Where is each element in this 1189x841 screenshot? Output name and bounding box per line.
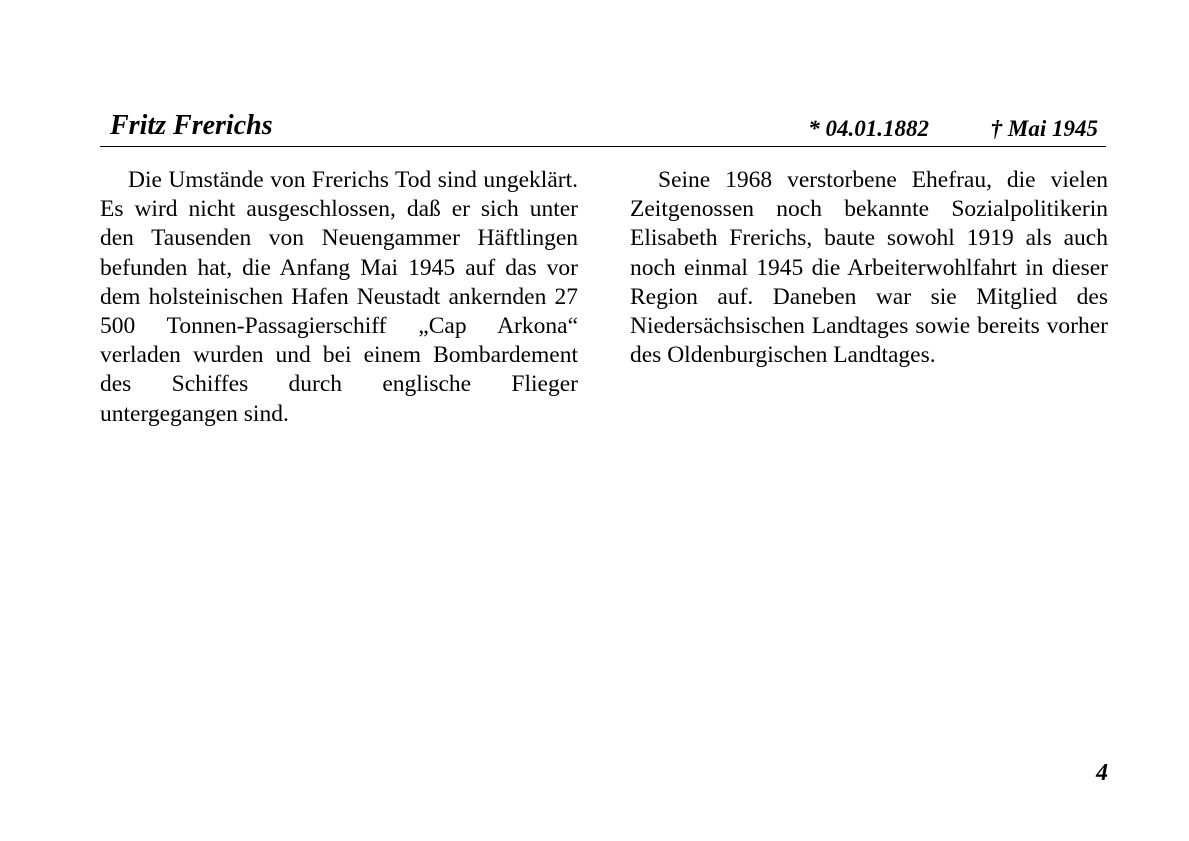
person-name: Fritz Frerichs <box>110 110 273 141</box>
text-column-right <box>630 166 1108 370</box>
paragraph-right: Seine 1968 verstorbene Ehefrau, die vielen Zeitgenossen noch bekannte Sozialpolitikerin Elisabeth Frerichs, baute sowohl 1919 als auch noch einmal 1945 die Arbeiterwohlfahrt in dieser Region auf. Daneben war sie Mitglied des Niedersächsischen Landtages sowie bereits vorher des Oldenburgischen Landtages. <box>630 167 1108 369</box>
death-date: † Mai 1945 <box>990 116 1098 141</box>
birth-date: * 04.01.1882 <box>808 116 929 141</box>
paragraph-left: Die Umstände von Frerichs Tod sind ungeklärt. Es wird nicht ausgeschlossen, daß er sich unter den Tausenden von Neuengammer Häftlingen befunden hat, die Anfang Mai 1945 auf das vor dem holsteinischen Hafen Neustadt ankernden 27 500 Tonnen-Passagierschiff „Cap Arkona“ verladen wurden und bei einem Bombardement des Schiffes durch englische Flieger untergegangen sind. <box>100 167 578 427</box>
page-header <box>100 108 1106 147</box>
page-number: 4 <box>1096 760 1108 786</box>
text-column-left <box>100 166 578 429</box>
